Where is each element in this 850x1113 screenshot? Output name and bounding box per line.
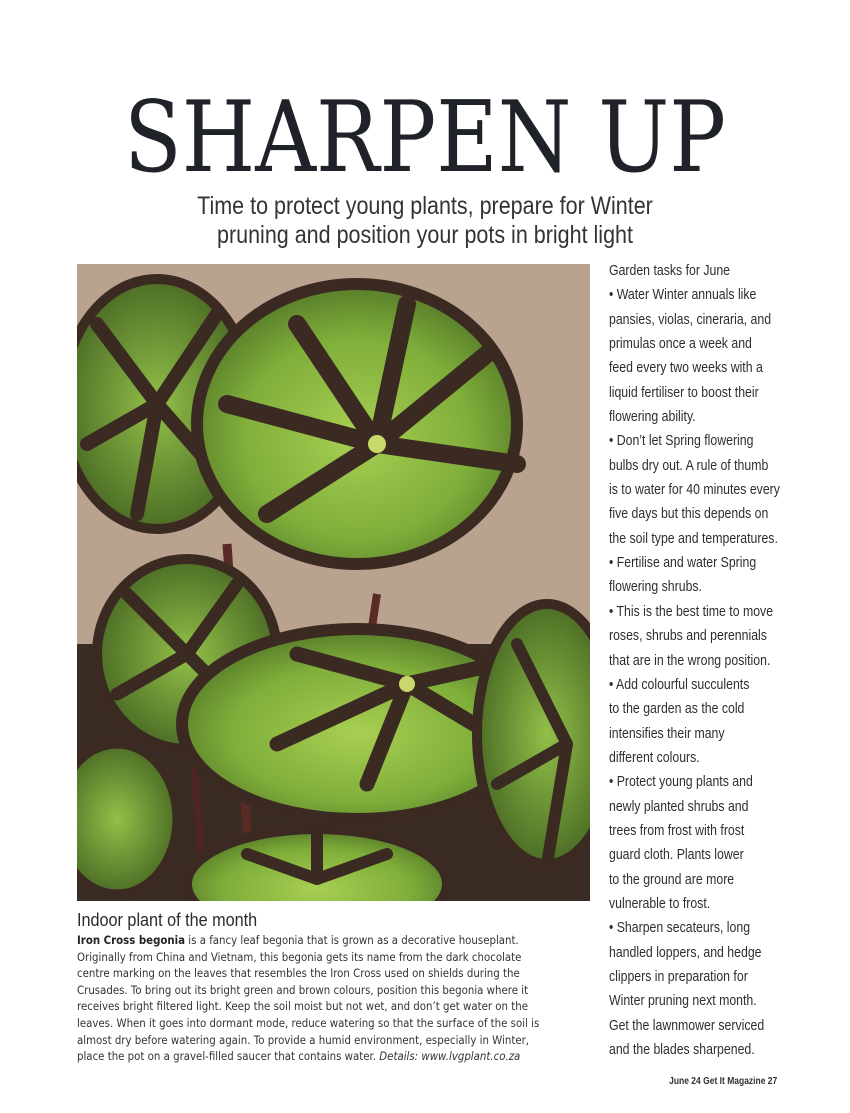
garden-tasks-line: • This is the best time to move xyxy=(609,602,774,620)
indoor-plant-caption xyxy=(77,932,605,1065)
caption-line xyxy=(77,932,605,949)
garden-tasks-line: Get the lawnmower serviced xyxy=(609,1016,765,1034)
garden-tasks-line: to the ground are more xyxy=(609,870,735,888)
garden-tasks-line: and the blades sharpened. xyxy=(609,1041,755,1058)
article-title: SHARPEN UP xyxy=(123,81,727,195)
indoor-plant-heading: Indoor plant of the month xyxy=(77,910,258,930)
garden-tasks-line: trees from frost with frost xyxy=(609,821,745,839)
caption-line xyxy=(77,1048,605,1065)
caption-line: Originally from China and Vietnam, this begonia gets its name from the dark chocolate xyxy=(77,949,522,964)
caption-line: centre marking on the leaves that resembles the Iron Cross used on shields during the xyxy=(77,966,520,981)
garden-tasks-line: roses, shrubs and perennials xyxy=(609,627,767,645)
garden-tasks-line: handled loppers, and hedge xyxy=(609,943,762,961)
garden-tasks-line: feed every two weeks with a xyxy=(609,359,763,377)
garden-tasks-column xyxy=(609,259,789,1062)
garden-tasks-line: clippers in preparation for xyxy=(609,967,748,985)
garden-tasks-line: flowering shrubs. xyxy=(609,578,702,596)
garden-tasks-line: the soil type and temperatures. xyxy=(609,529,778,547)
garden-tasks-line: pansies, violas, cineraria, and xyxy=(609,310,772,328)
caption-line-text: is a fancy leaf begonia that is grown as a decorative houseplant. xyxy=(185,933,519,947)
caption-line: receives bright filtered light. Keep the soil moist but not wet, and don’t get water on the xyxy=(77,999,528,1014)
garden-tasks-line: vulnerable to frost. xyxy=(609,894,711,912)
garden-tasks-line: that are in the wrong position. xyxy=(609,651,771,669)
garden-tasks-line: liquid fertiliser to boost their xyxy=(609,383,759,401)
caption-line: almost dry before watering again. To provide a humid environment, especially in Winter, xyxy=(77,1032,530,1047)
garden-tasks-line: • Fertilise and water Spring xyxy=(609,554,757,572)
garden-tasks-line: five days but this depends on xyxy=(609,505,769,523)
begonia-photo xyxy=(77,264,590,901)
garden-tasks-line: Garden tasks for June xyxy=(609,262,731,279)
garden-tasks-line: • Sharpen secateurs, long xyxy=(609,919,751,937)
garden-tasks-line: primulas once a week and xyxy=(609,335,752,353)
plant-name: Iron Cross begonia xyxy=(77,933,186,947)
garden-tasks-line: • Don’t let Spring flowering xyxy=(609,432,754,450)
garden-tasks-line: • Protect young plants and xyxy=(609,773,753,791)
garden-tasks-line: guard cloth. Plants lower xyxy=(609,846,744,864)
caption-line: Crusades. To bring out its bright green and brown colours, position this begonia where it xyxy=(77,982,529,997)
garden-tasks-line: intensifies their many xyxy=(609,724,725,742)
garden-tasks-line: bulbs dry out. A rule of thumb xyxy=(609,456,769,474)
garden-tasks-line: Winter pruning next month. xyxy=(609,992,757,1010)
garden-tasks-line: newly planted shrubs and xyxy=(609,797,749,815)
garden-tasks-line: different colours. xyxy=(609,748,700,766)
garden-tasks-line: • Water Winter annuals like xyxy=(609,286,757,304)
details-link[interactable]: Details: www.lvgplant.co.za xyxy=(379,1049,521,1064)
article-subtitle: Time to protect young plants, prepare for Winter pruning and position your pots in bright light xyxy=(197,192,653,249)
caption-line: leaves. When it goes into dormant mode, reduce watering so that the surface of the soil is xyxy=(77,1015,540,1030)
caption-line-text: place the pot on a gravel-filled saucer that contains water. xyxy=(77,1049,380,1064)
garden-tasks-line: is to water for 40 minutes every xyxy=(609,481,780,499)
garden-tasks-line: to the garden as the cold xyxy=(609,700,745,718)
page-footer: June 24 Get It Magazine 27 xyxy=(668,1076,777,1087)
garden-tasks-line: flowering ability. xyxy=(609,408,696,426)
garden-tasks-line: • Add colourful succulents xyxy=(609,675,750,693)
